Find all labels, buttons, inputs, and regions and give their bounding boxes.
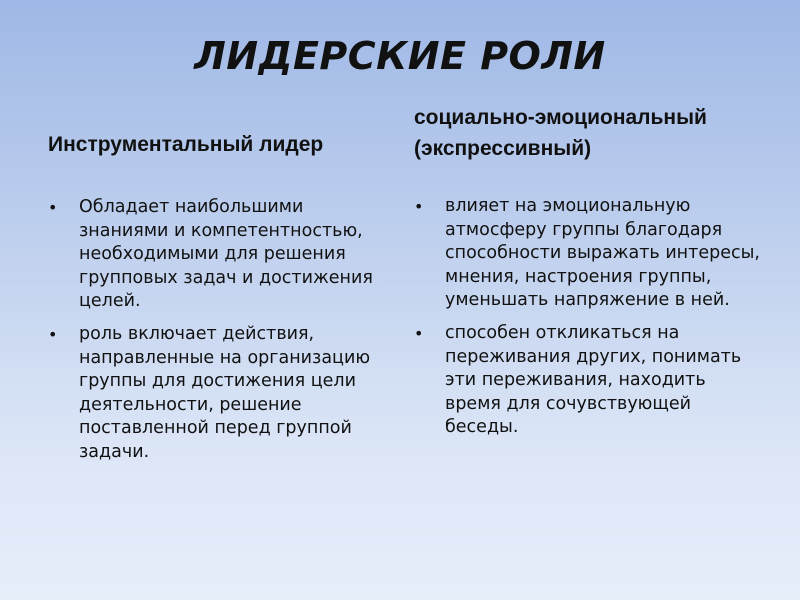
left-bullet-list [48, 196, 398, 465]
list-item [48, 196, 398, 314]
list-item-text: роль включает действия, направленные на организацию группы для достижения цели деятельности, решение поставленной перед группой задачи. [79, 323, 371, 462]
list-item [414, 322, 764, 440]
right-column [414, 100, 764, 449]
bullet-icon: • [48, 198, 58, 217]
list-item [414, 195, 764, 313]
list-item-text: Обладает наибольшими знаниями и компетентностью, необходимыми для решения групповых задач и достижения целей. [79, 197, 373, 312]
right-bullet-list [414, 195, 764, 440]
right-column-heading-line1: социально-эмоциональный [414, 106, 707, 129]
bullet-icon: • [414, 323, 424, 343]
list-item-text: влияет на эмоциональную атмосферу группы благодаря способности выражать интересы, мнения, настроения группы, уменьшать напряжение в ней. [445, 196, 760, 311]
right-column-heading [414, 100, 764, 164]
left-column [48, 100, 398, 474]
list-item-text: способен откликаться на переживания других, понимать эти переживания, находить время для сочувствующей беседы. [445, 322, 742, 438]
bullet-icon: • [414, 197, 424, 216]
slide-title: ЛИДЕРСКИЕ РОЛИ [194, 34, 606, 78]
right-column-heading-line2: (экспрессивный) [414, 137, 592, 160]
list-item [48, 323, 398, 465]
left-column-heading: Инструментальный лидер [48, 133, 324, 156]
bullet-icon: • [48, 324, 58, 344]
